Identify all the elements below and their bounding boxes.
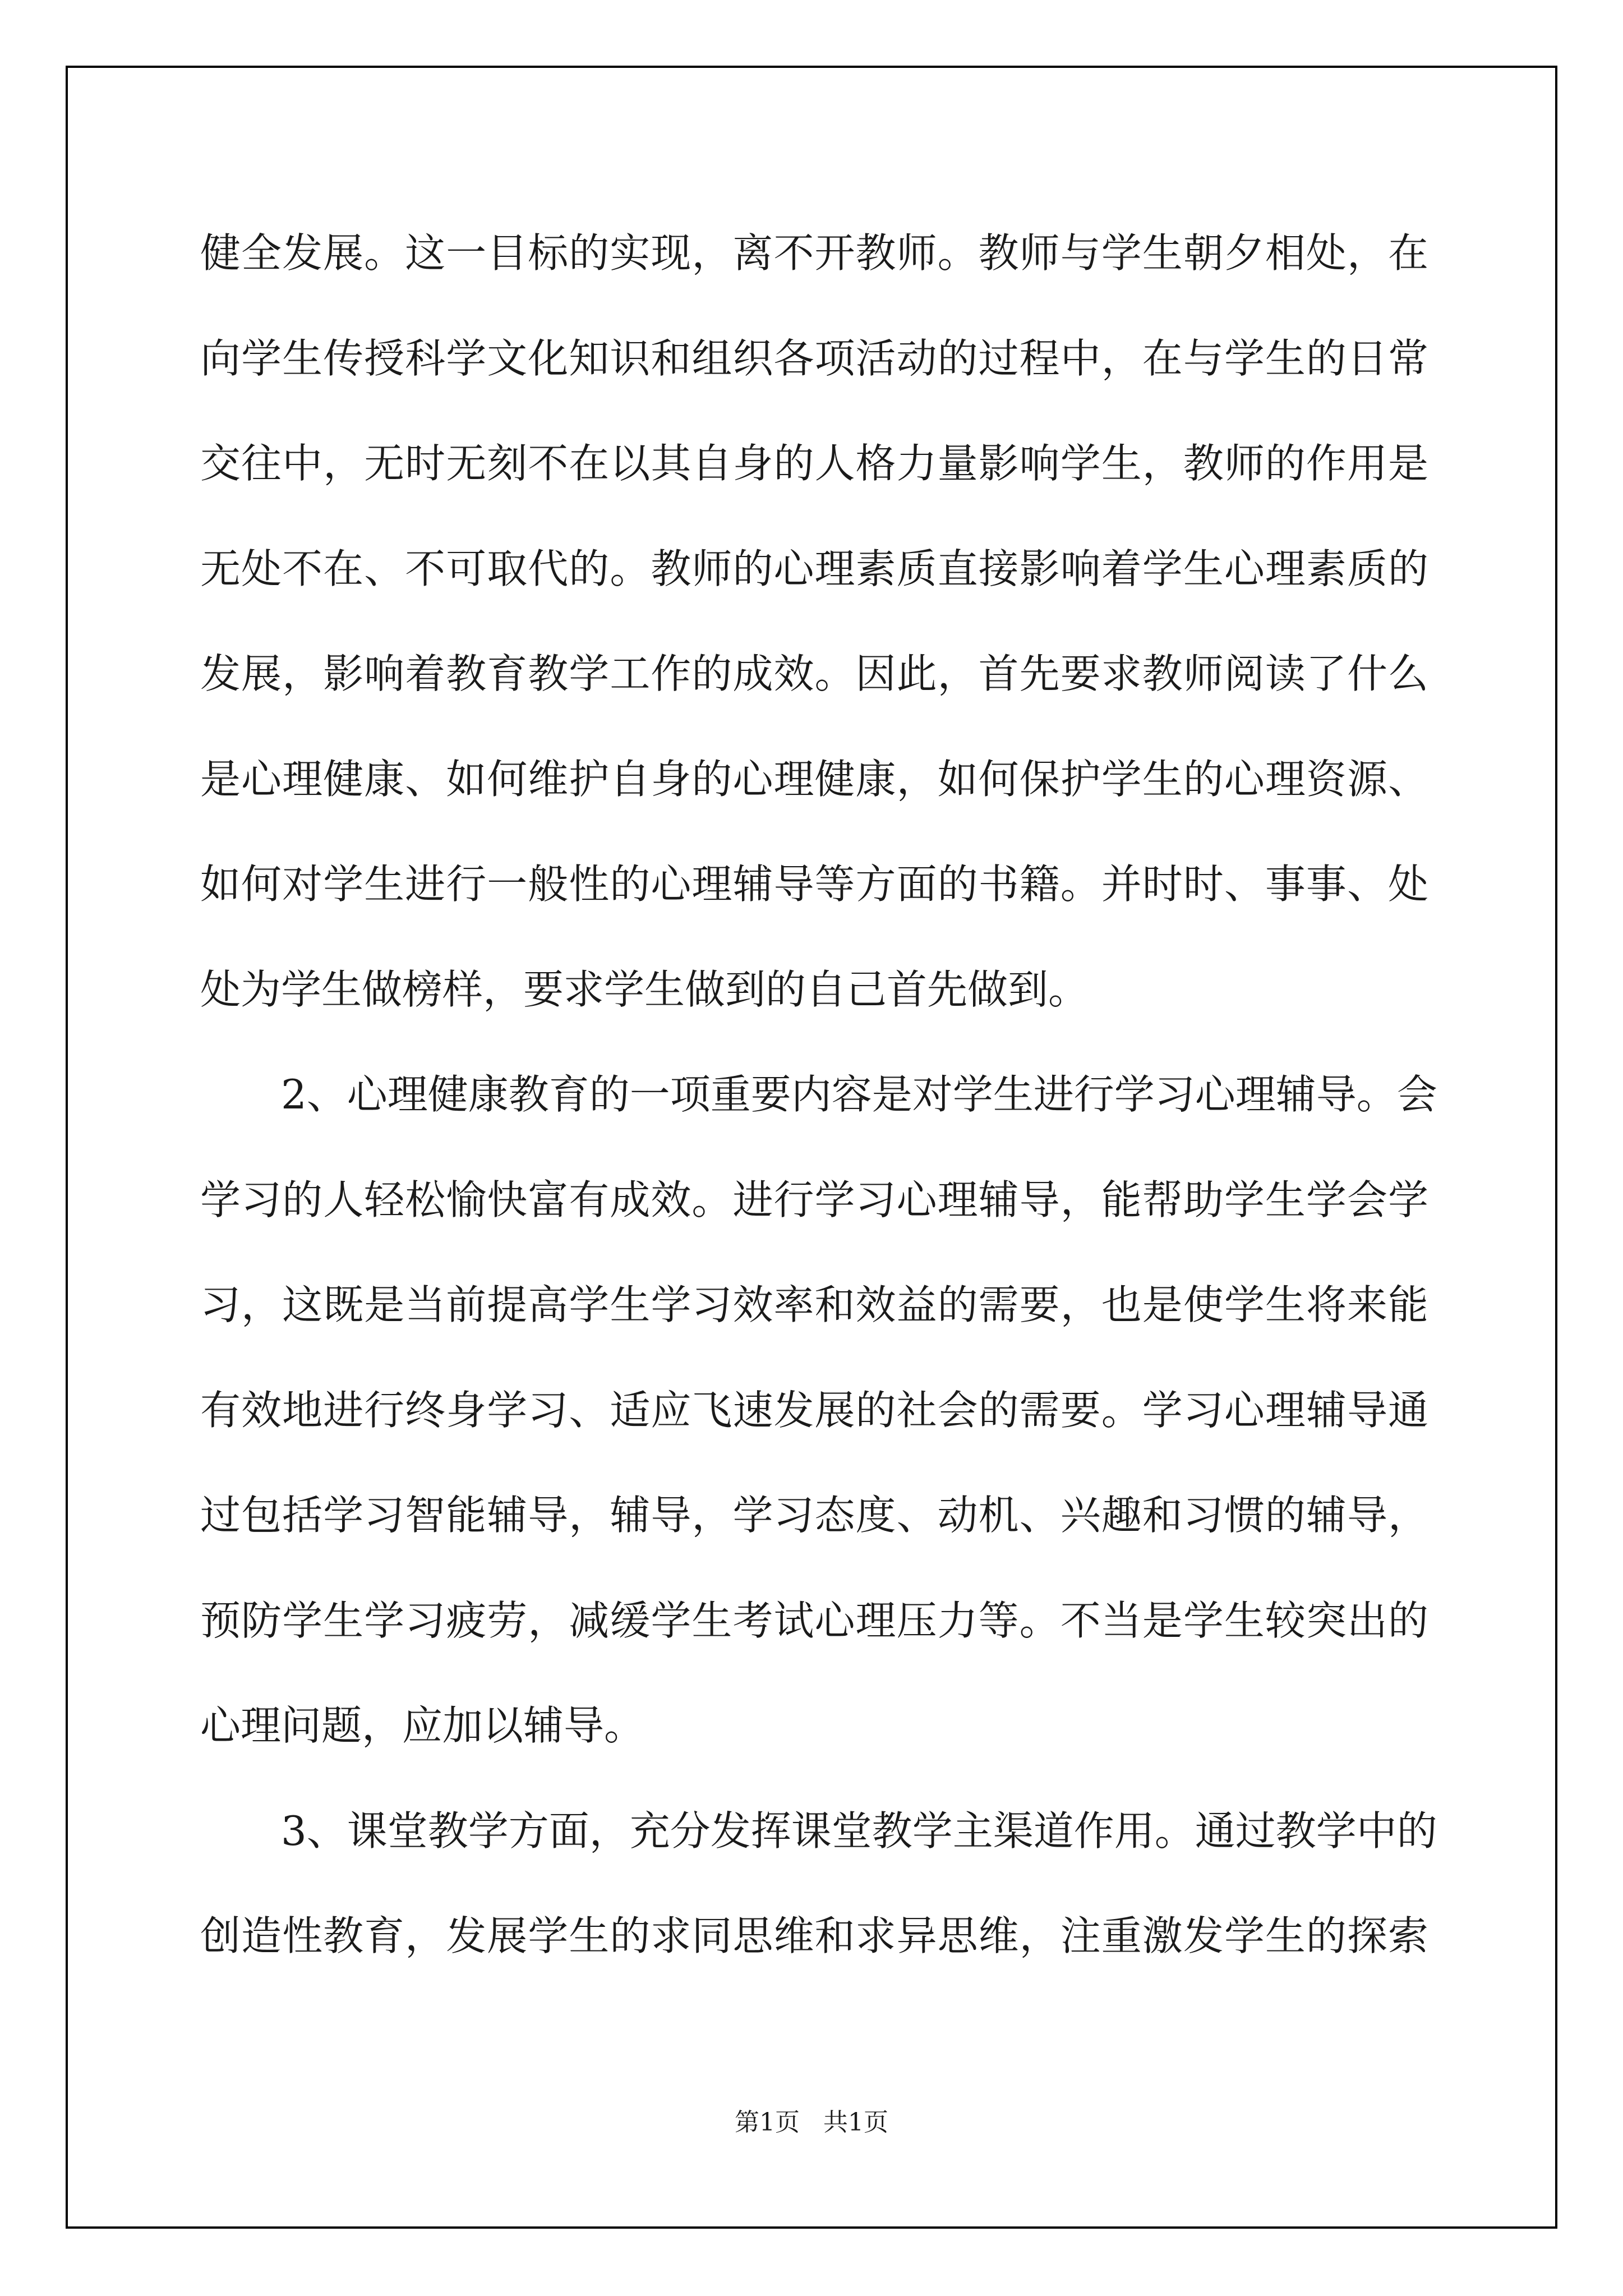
paragraph-2-line-5: 过包括学习智能辅导，辅导，学习态度、动机、兴趣和习惯的辅导， bbox=[200, 1492, 1428, 1539]
paragraph-1-line-4: 无处不在、不可取代的。教师的心理素质直接影响着学生心理素质的 bbox=[200, 545, 1428, 592]
page-footer: 第1页 共1页 bbox=[735, 2108, 888, 2137]
paragraph-2-line-7: 心理问题，应加以辅导。 bbox=[200, 1702, 645, 1749]
paragraph-1-line-1: 健全发展。这一目标的实现，离不开教师。教师与学生朝夕相处，在 bbox=[200, 229, 1428, 277]
paragraph-2-line-3: 习，这既是当前提高学生学习效率和效益的需要，也是使学生将来能 bbox=[200, 1281, 1428, 1328]
paragraph-2-line-1: 2、心理健康教育的一项重要内容是对学生进行学习心理辅导。会 bbox=[281, 1071, 1437, 1118]
paragraph-2-line-2: 学习的人轻松愉快富有成效。进行学习心理辅导，能帮助学生学会学 bbox=[200, 1176, 1428, 1223]
paragraph-1-line-3: 交往中，无时无刻不在以其自身的人格力量影响学生，教师的作用是 bbox=[200, 440, 1428, 487]
paragraph-3-line-1: 3、课堂教学方面，充分发挥课堂教学主渠道作用。通过教学中的 bbox=[281, 1807, 1437, 1855]
paragraph-1-line-7: 如何对学生进行一般性的心理辅导等方面的书籍。并时时、事事、处 bbox=[200, 861, 1428, 908]
paragraph-1-line-6: 是心理健康、如何维护自身的心理健康，如何保护学生的心理资源、 bbox=[200, 755, 1428, 803]
paragraph-1-line-2: 向学生传授科学文化知识和组织各项活动的过程中，在与学生的日常 bbox=[200, 334, 1428, 382]
paragraph-1-line-5: 发展，影响着教育教学工作的成效。因此，首先要求教师阅读了什么 bbox=[200, 650, 1428, 697]
paragraph-1-line-8: 处为学生做榜样，要求学生做到的自己首先做到。 bbox=[200, 965, 1089, 1013]
paragraph-2-line-4: 有效地进行终身学习、适应飞速发展的社会的需要。学习心理辅导通 bbox=[200, 1386, 1428, 1434]
document-body bbox=[200, 201, 1437, 1989]
paragraph-3-line-2: 创造性教育，发展学生的求同思维和求异思维，注重激发学生的探索 bbox=[200, 1912, 1428, 1959]
paragraph-2-line-6: 预防学生学习疲劳，减缓学生考试心理压力等。不当是学生较突出的 bbox=[200, 1596, 1428, 1644]
